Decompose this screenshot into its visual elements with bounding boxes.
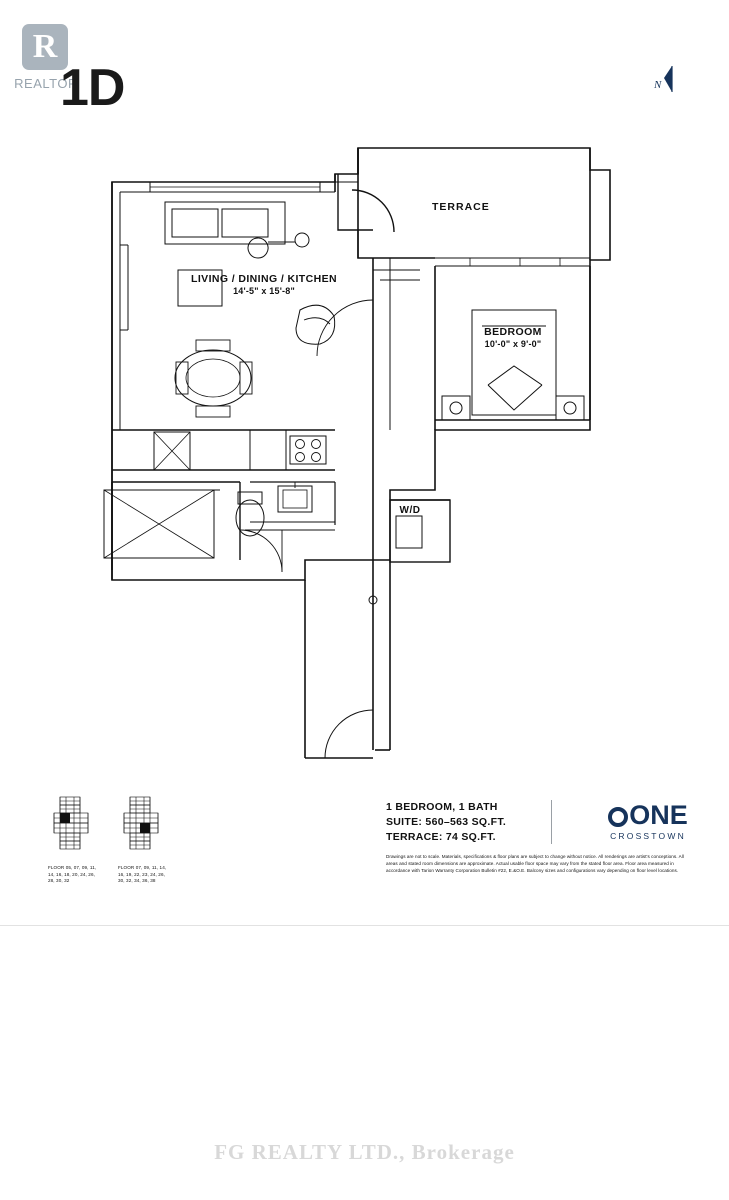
brand-logo bbox=[598, 802, 698, 841]
plan-code: 1D bbox=[60, 59, 125, 117]
brand-o-icon bbox=[608, 807, 628, 827]
key-plans bbox=[40, 795, 200, 890]
spec-terrace-area: TERRACE: 74 SQ.FT. bbox=[386, 831, 496, 844]
room-label-terrace: TERRACE bbox=[432, 201, 490, 213]
disclaimer-text: Drawings are not to scale. Materials, specifications & floor plans are subject to change without notice. All renderings are artist's conceptions. All areas and stated room dimensions are approximate. Actual usable floor space may vary from the stated floor area. Floor area measured in accordance with Tarion Warranty Corporation Bulletin #22, E.&O.E. Balcony sizes and configurations vary depending on floor level locations. bbox=[386, 854, 684, 874]
brand-name bbox=[598, 802, 698, 829]
key-plan-1-caption: FLOOR 05, 07, 09, 11, 14, 16, 18, 20, 24, 26, 28, 30, 32 bbox=[48, 865, 97, 884]
brand-name-text: ONE bbox=[629, 800, 688, 830]
room-dim-bedroom: 10'-0" x 9'-0" bbox=[484, 339, 542, 349]
floor-plan-drawing bbox=[90, 130, 650, 770]
spec-bed-bath: 1 BEDROOM, 1 BATH bbox=[386, 801, 498, 813]
realtor-wordmark: REALTOR bbox=[14, 76, 78, 91]
realtor-mark-letter: R bbox=[32, 28, 58, 65]
room-label-washer-dryer: W/D bbox=[399, 505, 421, 516]
key-plan-2-caption: FLOOR 07, 09, 11, 14, 16, 19, 22, 23, 24, 26, 30, 32, 34, 36, 38 bbox=[118, 865, 167, 884]
svg-text:N: N bbox=[654, 79, 662, 91]
page-divider bbox=[0, 925, 729, 926]
suite-specs bbox=[386, 800, 546, 846]
brand-subtitle: CROSSTOWN bbox=[610, 831, 686, 841]
brokerage-watermark: FG REALTY LTD., Brokerage bbox=[214, 1140, 515, 1164]
room-label-bedroom: BEDROOM bbox=[484, 326, 542, 338]
room-dim-living-dining-kitchen: 14'-5" x 15'-8" bbox=[233, 286, 295, 296]
specs-divider bbox=[551, 800, 552, 844]
spec-suite-area: SUITE: 560–563 SQ.FT. bbox=[386, 816, 507, 829]
north-arrow-icon bbox=[652, 62, 682, 100]
room-label-living-dining-kitchen: LIVING / DINING / KITCHEN bbox=[191, 273, 337, 285]
key-plan-1 bbox=[48, 795, 106, 885]
key-plan-2 bbox=[118, 795, 176, 885]
